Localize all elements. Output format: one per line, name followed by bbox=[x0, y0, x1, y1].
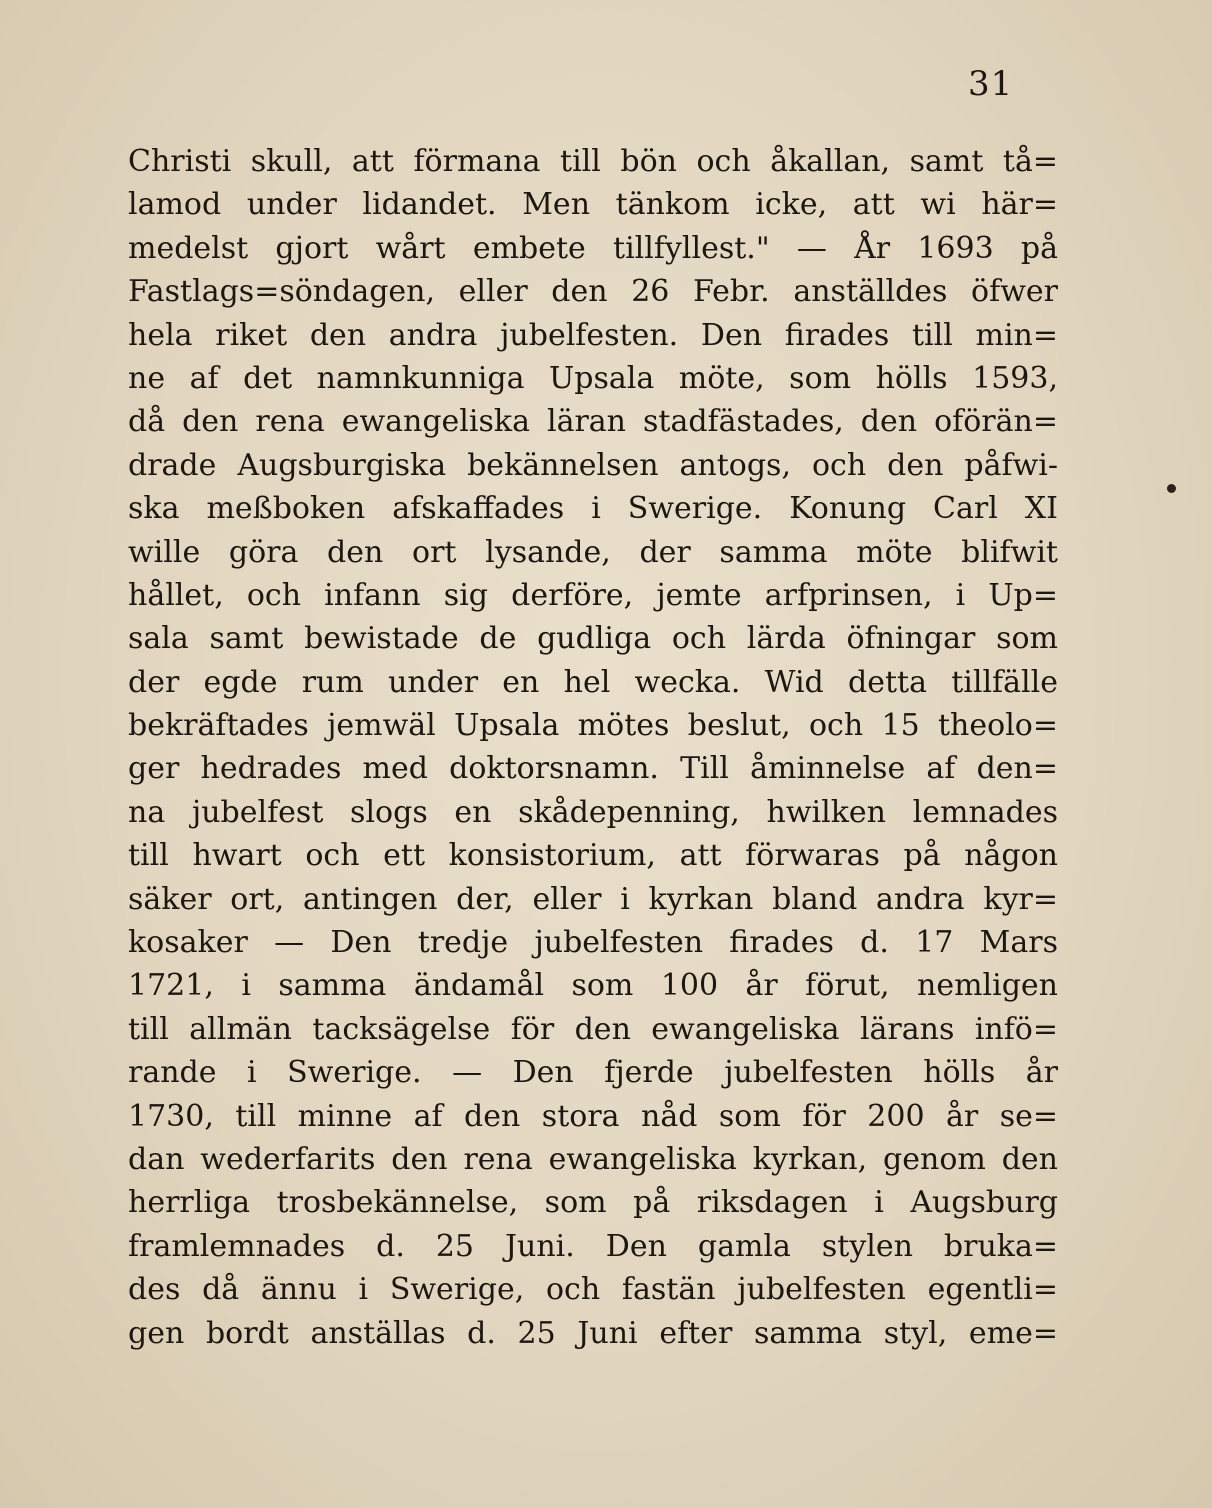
text-line: hela riket den andra jubelfesten. Den firades till min= bbox=[128, 317, 1058, 353]
text-line: till hwart och ett konsistorium, att förwaras på någon bbox=[128, 838, 1058, 874]
text-line: medelst gjort wårt embete tillfyllest." — År 1693 på bbox=[128, 230, 1058, 266]
text-line: 1730, till minne af den stora nåd som för 200 år se= bbox=[128, 1098, 1058, 1134]
text-line: sala samt bewistade de gudliga och lärda öfningar som bbox=[128, 621, 1058, 657]
text-line: framlemnades d. 25 Juni. Den gamla stylen bruka= bbox=[128, 1228, 1058, 1264]
text-line: då den rena ewangeliska läran stadfästades, den oförän= bbox=[128, 404, 1058, 440]
text-line: hållet, och infann sig derföre, jemte arfprinsen, i Up= bbox=[128, 577, 1058, 613]
text-line: dan wederfarits den rena ewangeliska kyrkan, genom den bbox=[128, 1141, 1058, 1177]
text-line: rande i Swerige. — Den fjerde jubelfesten hölls år bbox=[128, 1055, 1058, 1091]
text-line: bekräftades jemwäl Upsala mötes beslut, och 15 theolo= bbox=[128, 708, 1058, 744]
text-line: till allmän tacksägelse för den ewangeliska lärans infö= bbox=[128, 1011, 1058, 1047]
text-line: 1721, i samma ändamål som 100 år förut, nemligen bbox=[128, 968, 1058, 1004]
text-line: ne af det namnkunniga Upsala möte, som hölls 1593, bbox=[128, 360, 1058, 396]
text-line: wille göra den ort lysande, der samma möte blifwit bbox=[128, 534, 1058, 570]
text-line: ska meßboken afskaffades i Swerige. Konung Carl XI bbox=[128, 491, 1058, 527]
text-line: der egde rum under en hel wecka. Wid detta tillfälle bbox=[128, 664, 1058, 700]
text-line: na jubelfest slogs en skådepenning, hwilken lemnades bbox=[128, 794, 1058, 830]
text-line: gen bordt anställas d. 25 Juni efter samma styl, eme= bbox=[128, 1315, 1058, 1351]
text-line: säker ort, antingen der, eller i kyrkan bland andra kyr= bbox=[128, 881, 1058, 917]
text-line: lamod under lidandet. Men tänkom icke, att wi här= bbox=[128, 187, 1058, 223]
text-line: drade Augsburgiska bekännelsen antogs, och den påfwi- bbox=[128, 447, 1058, 483]
ink-speck bbox=[1167, 484, 1176, 493]
text-line: kosaker — Den tredje jubelfesten firades d. 17 Mars bbox=[128, 925, 1058, 961]
page-number: 31 bbox=[968, 64, 1014, 104]
body-text bbox=[128, 140, 1058, 1355]
text-line: Fastlags=söndagen, eller den 26 Febr. anställdes öfwer bbox=[128, 274, 1058, 310]
text-line: des då ännu i Swerige, och fastän jubelfesten egentli= bbox=[128, 1272, 1058, 1308]
text-line: herrliga trosbekännelse, som på riksdagen i Augsburg bbox=[128, 1185, 1058, 1221]
text-line: Christi skull, att förmana till bön och åkallan, samt tå= bbox=[128, 144, 1058, 179]
text-line: ger hedrades med doktorsnamn. Till åminnelse af den= bbox=[128, 751, 1058, 787]
